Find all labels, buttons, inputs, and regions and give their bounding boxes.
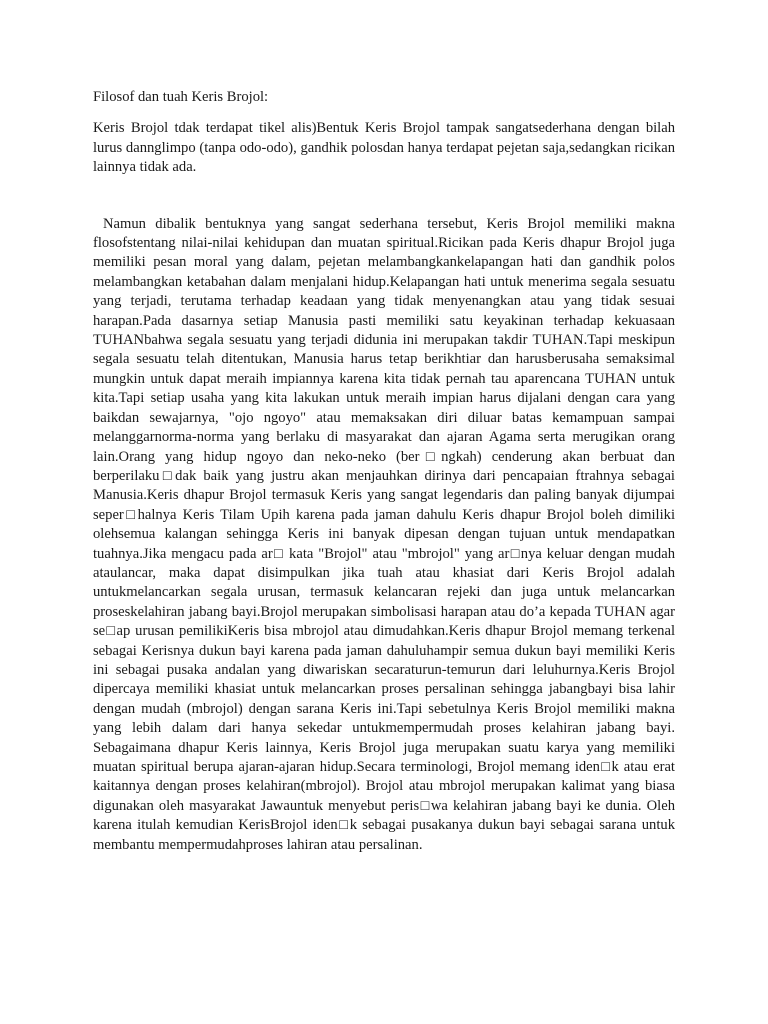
intro-paragraph: Keris Brojol tdak terdapat tikel alis)Bentuk Keris Brojol tampak sangatsederhana dengan bilah lurus dannglimpo (tanpa odo-odo), gandhik polosdan hanya terdapat pejetan saja,sedangkan ricikan lainnya tidak ada.	[93, 120, 675, 176]
body-paragraph: Namun dibalik bentuknya yang sangat sederhana tersebut, Keris Brojol memiliki makna flosofstentang nilai-nilai kehidupan dan muatan spiritual.Ricikan pada Keris dhapur Brojol juga memiliki pesan moral yang dalam, pejetan melambangkankelapangan hati dan gandhik polos melambangkan ketabahan dalam menjalani hidup.Kelapangan hati untuk menerima segala sesuatu yang terjadi, terutama terhadap keadaan yang tidak menyenangkan atau yang tidak sesuai harapan.Pada dasarnya setiap Manusia pasti memiliki satu keyakinan terhadap kekuasaan TUHANbahwa segala sesuatu yang terjadi didunia ini merupakan takdir TUHAN.Tapi meskipun segala sesuatu telah ditentukan, Manusia harus tetap berikhtiar dan harusberusaha semaksimal mungkin untuk dapat meraih impiannya karena kita tidak pernah tau aparencana TUHAN untuk kita.Tapi setiap usaha yang kita lakukan untuk meraih impian harus dijalani dengan cara yang baikdan sewajarnya, "ojo ngoyo" atau memaksakan diri diluar batas kemampuan sampai melanggarnorma-norma yang berlaku di masyarakat dan ajaran Agama serta merugikan orang lain.Orang yang hidup ngoyo dan neko-neko (ber□ngkah) cenderung akan berbuat dan berperilaku□dak baik yang justru akan menjauhkan dirinya dari pencapaian ftrahnya sebagai Manusia.Keris dhapur Brojol termasuk Keris yang sangat legendaris dan paling banyak dijumpai seper□halnya Keris Tilam Upih karena pada jaman dahulu Keris dhapur Brojol boleh dimiliki olehsemua kalangan sehingga Keris ini banyak dipesan dengan tujuan untuk mendapatkan tuahnya.Jika mengacu pada ar□ kata "Brojol" atau "mbrojol" yang ar□nya keluar dengan mudah ataulancar, maka dapat disimpulkan jika tuah atau khasiat dari Keris Brojol adalah untukmelancarkan segala urusan, termasuk kelancaran rejeki dan juga untuk melancarkan proseskelahiran jabang bayi.Brojol merupakan simbolisasi harapan atau do’a kepada TUHAN agar se□ap urusan pemilikiKeris bisa mbrojol atau dimudahkan.Keris dhapur Brojol memang terkenal sebagai Kerisnya dukun bayi karena pada jaman dahuluhampir semua dukun bayi memiliki Keris ini sebagai pusaka andalan yang diwariskan secaraturun-temurun dari leluhurnya.Keris Brojol dipercaya memiliki khasiat untuk melancarkan proses persalinan sehingga jabangbayi bisa lahir dengan mudah (mbrojol) dengan sarana Keris ini.Tapi sebetulnya Keris Brojol memiliki makna yang lebih dalam dari hanya sekedar untukmempermudah proses kelahiran jabang bayi. Sebagaimana dhapur Keris lainnya, Keris Brojol juga merupakan suatu karya yang memiliki muatan spiritual berupa ajaran-ajaran hidup.Secara terminologi, Brojol memang iden□k atau erat kaitannya dengan proses kelahiran(mbrojol). Brojol atau mbrojol merupakan kalimat yang biasa digunakan oleh masyarakat Jawauntuk menyebut peris□wa kelahiran jabang bayi ke dunia. Oleh karena itulah kemudian KerisBrojol iden□k sebagai pusakanya dukun bayi sebagai sarana untuk membantu mempermudahproses lahiran atau persalinan.	[93, 215, 675, 853]
document-content	[93, 88, 675, 855]
document-title: Filosof dan tuah Keris Brojol:	[93, 89, 269, 105]
